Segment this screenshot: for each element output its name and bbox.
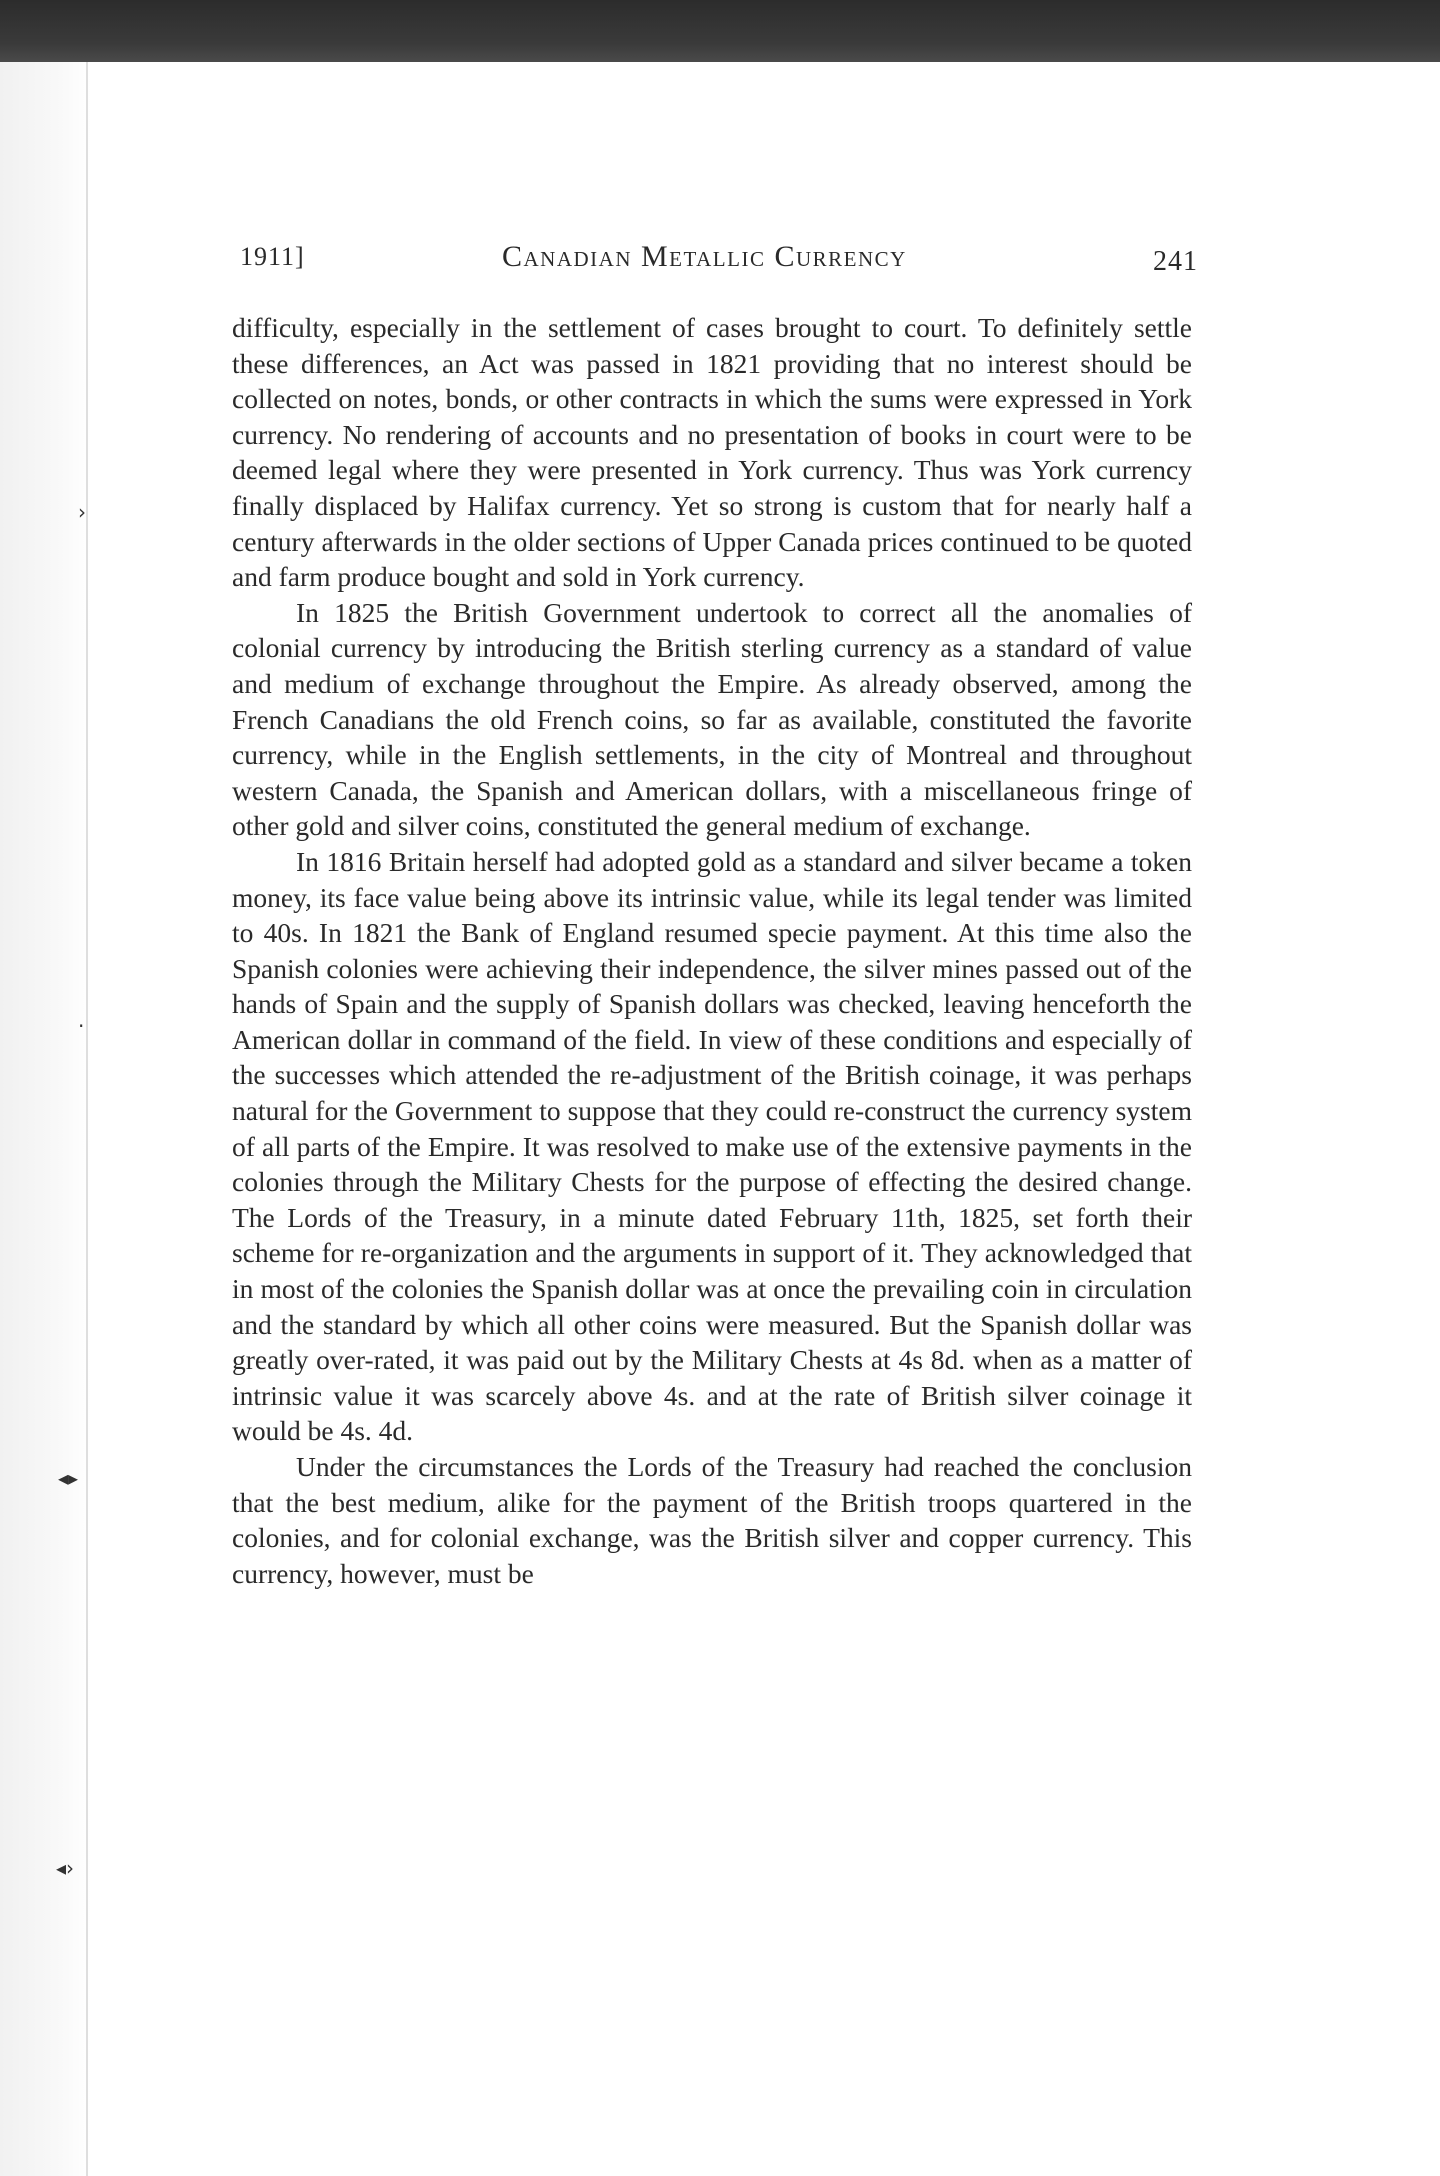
paragraph: difficulty, especially in the settlement of cases brought to court. To definitely settle these differences, an Act was passed in 1821 providing that no interest should be collected on notes, bonds, or other contracts in which the sums were expressed in York currency. No rendering of accounts and no presentation of books in court were to be deemed legal where they were presented in York currency. Thus was York currency finally displaced by Halifax currency. Yet so strong is custom that for nearly half a century afterwards in the older sections of Upper Canada prices continued to be quoted and farm produce bought and sold in York currency. [232,312,1192,593]
scan-top-border [0,0,1440,62]
binding-hole-mark: › [78,500,86,524]
scan-left-margin [0,62,92,2176]
paragraph: In 1816 Britain herself had adopted gold as a standard and silver became a token money, its face value being above its intrinsic value, while its legal tender was limited to 40s. In 1821 the Bank of England resumed specie payment. At this time also the Spanish colonies were achieving their independence, the silver mines passed out of the hands of Spain and the supply of Spanish dollars was checked, leaving henceforth the American dollar in command of the field. In view of these conditions and especially of the successes which attended the re-adjustment of the British coinage, it was perhaps natural for the Government to suppose that they could re-construct the currency system of all parts of the Empire. It was resolved to make use of the extensive payments in the colonies through the Military Chests for the purpose of effecting the desired change. The Lords of the Treasury, in a minute dated February 11th, 1825, set forth their scheme for re-organization and the arguments in support of it. They acknowledged that in most of the colonies the Spanish dollar was at once the prevailing coin in circulation and the standard by which all other coins were measured. But the Spanish dollar was greatly over-rated, it was paid out by the Military Chests at 4s 8d. when as a matter of intrinsic value it was scarcely above 4s. and at the rate of British silver coinage it would be 4s. 4d. [232,845,1192,1447]
page-number: 241 [1153,246,1198,277]
header-year: 1911] [240,242,305,271]
paragraph: In 1825 the British Government undertook to correct all the anomalies of colonial currency by introducing the British sterling currency as a standard of value and medium of exchange throughout the Empire. As already observed, among the French Canadians the old French coins, so far as available, constituted the favorite currency, while in the English settlements, in the city of Montreal and throughout western Canada, the Spanish and American dollars, with a miscellaneous fringe of other gold and silver coins, constituted the general medium of exchange. [232,596,1192,842]
binding-hole-mark: ◂› [56,1856,75,1880]
header-title: Canadian Metallic Currency [502,240,907,273]
body-text [232,310,1192,1591]
binding-hole-mark: · [78,1014,85,1038]
book-page [232,236,1198,1591]
binding-hole-mark: ◂▸ [58,1466,79,1490]
paragraph: Under the circumstances the Lords of the Treasury had reached the conclusion that the best medium, alike for the payment of the British troops quartered in the colonies, and for colonial exchange, was the British silver and copper currency. This currency, however, must be [232,1451,1192,1589]
page-edge-line [86,62,88,2176]
running-header [232,236,1198,296]
